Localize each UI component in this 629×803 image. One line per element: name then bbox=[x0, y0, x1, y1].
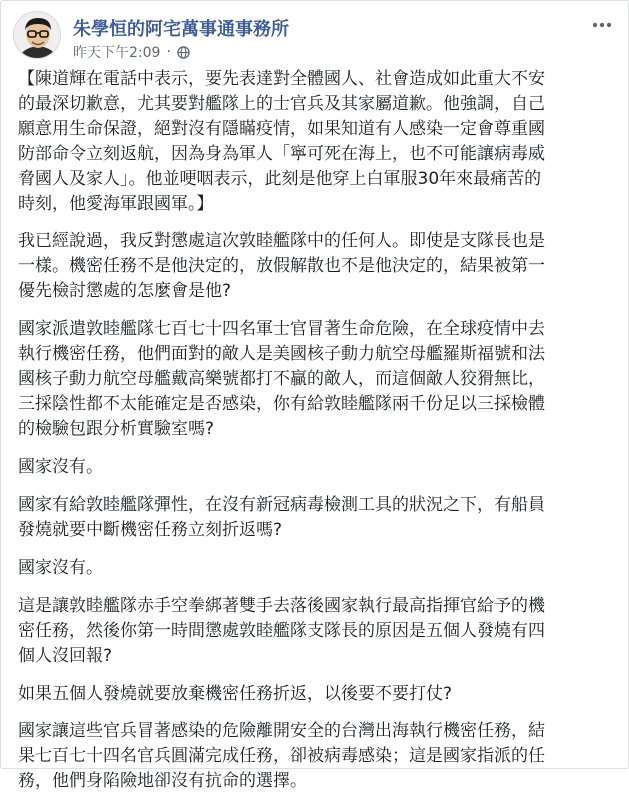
paragraph-line: 【陳道輝在電話中表示，要先表達對全體國人、社會造成如此重大不安 bbox=[18, 69, 545, 89]
paragraph-line: 脅國人及家人」。他並哽咽表示，此刻是他穿上白軍服30年來最痛苦的 bbox=[18, 169, 542, 189]
post-paragraph bbox=[18, 682, 615, 707]
paragraph-line: 我已經說過，我反對懲處這次敦睦艦隊中的任何人。即使是支隊長也是 bbox=[18, 231, 545, 251]
post-paragraph bbox=[18, 493, 615, 543]
paragraph-line: 的最深切歉意，尤其要對艦隊上的士官兵及其家屬道歉。他強調，自己 bbox=[18, 94, 545, 114]
post-paragraph bbox=[18, 229, 615, 304]
paragraph-line: 果七百七十四名官兵圓滿完成任務，卻被病毒感染；這是國家指派的任 bbox=[18, 746, 545, 766]
timestamp-link[interactable]: 昨天下午2:09 bbox=[73, 45, 161, 61]
paragraph-line: 這是讓敦睦艦隊赤手空拳綁著雙手去落後國家執行最高指揮官給予的機 bbox=[18, 596, 545, 616]
page-name-link[interactable]: 朱學恒的阿宅萬事通事務所 bbox=[73, 19, 289, 40]
post-paragraph bbox=[18, 556, 615, 581]
meta-separator: · bbox=[166, 44, 171, 60]
paragraph-line: 國家派遣敦睦艦隊七百七十四名軍士官冒著生命危險，在全球疫情中去 bbox=[18, 319, 545, 339]
avatar-portrait-icon bbox=[14, 12, 61, 59]
paragraph-line: 個人沒回報? bbox=[18, 646, 113, 666]
paragraph-line: 時刻，他愛海軍跟國軍。】 bbox=[18, 194, 214, 214]
post-paragraph bbox=[18, 719, 615, 794]
avatar[interactable] bbox=[13, 11, 61, 59]
more-options-icon[interactable] bbox=[590, 15, 614, 35]
paragraph-line: 的檢驗包跟分析實驗室嗎? bbox=[18, 419, 215, 439]
paragraph-line: 三採陰性都不太能確定是否感染，你有給敦睦艦隊兩千份足以三採檢體 bbox=[18, 394, 545, 414]
paragraph-line: 防部命令立刻返航，因為身為軍人「寧可死在海上，也不可能讓病毒威 bbox=[18, 144, 545, 164]
post-meta bbox=[73, 42, 190, 62]
post-paragraph bbox=[18, 317, 615, 442]
paragraph-line: 一樣。機密任務不是他決定的，放假解散也不是他決定的，結果被第一 bbox=[18, 256, 545, 276]
post-paragraph bbox=[18, 67, 615, 217]
post-header bbox=[13, 11, 616, 63]
paragraph-line: 國家沒有。 bbox=[18, 457, 103, 477]
paragraph-line: 國核子動力航空母艦戴高樂號都打不贏的敵人，而這個敵人狡猾無比， bbox=[18, 369, 545, 389]
paragraph-line: 願意用生命保證，絕對沒有隱瞞疫情，如果知道有人感染一定會尊重國 bbox=[18, 119, 545, 139]
post-paragraph bbox=[18, 594, 615, 669]
paragraph-line: 國家讓這些官兵冒著感染的危險離開安全的台灣出海執行機密任務，結 bbox=[18, 721, 545, 741]
post-body bbox=[18, 67, 615, 803]
paragraph-line: 發燒就要中斷機密任務立刻折返嗎? bbox=[18, 520, 283, 540]
globe-icon[interactable] bbox=[177, 46, 190, 59]
paragraph-line: 優先檢討懲處的怎麼會是他? bbox=[18, 281, 232, 301]
paragraph-line: 如果五個人發燒就要放棄機密任務折返，以後要不要打仗? bbox=[18, 684, 453, 704]
paragraph-line: 國家有給敦睦艦隊彈性，在沒有新冠病毒檢測工具的狀況之下，有船員 bbox=[18, 495, 545, 515]
paragraph-line: 國家沒有。 bbox=[18, 558, 103, 578]
paragraph-line: 執行機密任務，他們面對的敵人是美國核子動力航空母艦羅斯福號和法 bbox=[18, 344, 545, 364]
paragraph-line: 密任務，然後你第一時間懲處敦睦艦隊支隊長的原因是五個人發燒有四 bbox=[18, 621, 545, 641]
post-paragraph bbox=[18, 455, 615, 480]
paragraph-line: 務，他們身陷險地卻沒有抗命的選擇。 bbox=[18, 771, 307, 791]
